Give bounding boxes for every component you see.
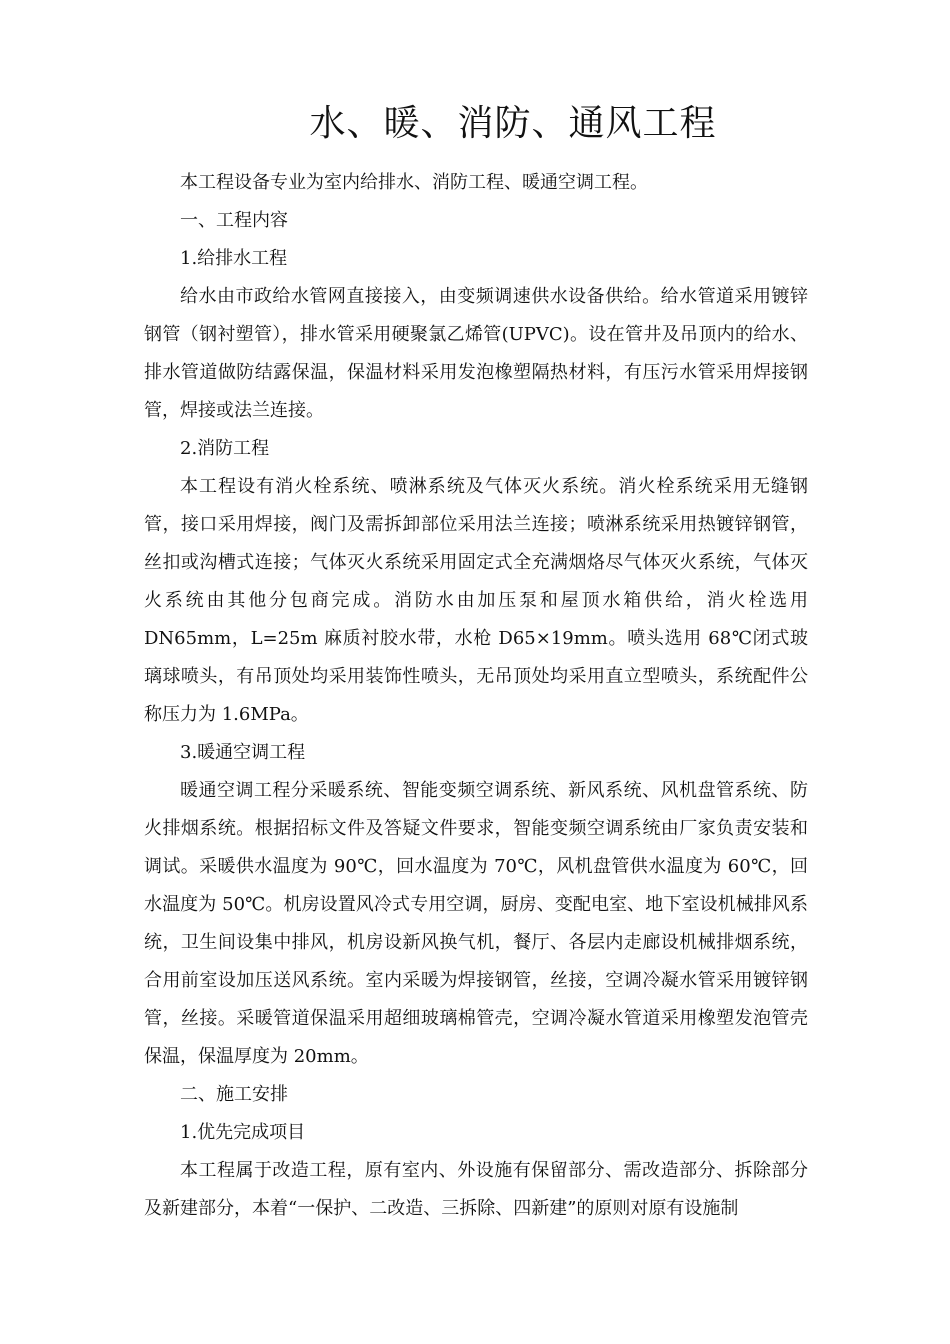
intro-paragraph: 本工程设备专业为室内给排水、消防工程、暖通空调工程。 bbox=[180, 172, 648, 193]
subsection-heading-priority-items: 1.优先完成项目 bbox=[180, 1122, 306, 1143]
document-body bbox=[144, 164, 808, 1228]
section-heading-project-content: 一、工程内容 bbox=[180, 210, 288, 231]
document-title: 水、暖、消防、通风工程 bbox=[309, 103, 717, 144]
subsection-heading-fire-protection: 2.消防工程 bbox=[180, 438, 270, 459]
hvac-paragraph: 暖通空调工程分采暖系统、智能变频空调系统、新风系统、风机盘管系统、防火排烟系统。根据招标文件及答疑文件要求，智能变频空调系统由厂家负责安装和调试。采暖供水温度为 90℃，回水温度为 70℃，风机盘管供水温度为 60℃，回水温度为 50℃。机房设置风冷式专用空调，厨房、变配电室、地下室设机械排风系统，卫生间设集中排风，机房设新风换气机，餐厅、各层内走廊设机械排烟系统，合用前室设加压送风系统。室内采暖为焊接钢管，丝接，空调冷凝水管采用镀锌钢管，丝接。采暖管道保温采用超细玻璃棉管壳，空调冷凝水管道采用橡塑发泡管壳保温，保温厚度为 20mm。 bbox=[144, 780, 808, 1067]
subsection-heading-hvac: 3.暖通空调工程 bbox=[180, 742, 306, 763]
priority-items-paragraph: 本工程属于改造工程，原有室内、外设施有保留部分、需改造部分、拆除部分及新建部分，本着“一保护、二改造、三拆除、四新建”的原则对原有设施制 bbox=[144, 1160, 808, 1219]
section-heading-construction-schedule: 二、施工安排 bbox=[180, 1084, 288, 1105]
subsection-heading-water-supply: 1.给排水工程 bbox=[180, 248, 288, 269]
fire-protection-paragraph: 本工程设有消火栓系统、喷淋系统及气体灭火系统。消火栓系统采用无缝钢管，接口采用焊接，阀门及需拆卸部位采用法兰连接；喷淋系统采用热镀锌钢管，丝扣或沟槽式连接；气体灭火系统采用固定式全充满烟烙尽气体灭火系统，气体灭火系统由其他分包商完成。消防水由加压泵和屋顶水箱供给，消火栓选用DN65mm，L=25m 麻质衬胶水带，水枪 D65×19mm。喷头选用 68℃闭式玻璃球喷头，有吊顶处均采用装饰性喷头，无吊顶处均采用直立型喷头，系统配件公称压力为 1.6MPa。 bbox=[144, 476, 808, 725]
water-supply-paragraph: 给水由市政给水管网直接接入，由变频调速供水设备供给。给水管道采用镀锌钢管（钢衬塑管），排水管采用硬聚氯乙烯管(UPVC)。设在管井及吊顶内的给水、排水管道做防结露保温，保温材料采用发泡橡塑隔热材料，有压污水管采用焊接钢管，焊接或法兰连接。 bbox=[144, 286, 808, 421]
